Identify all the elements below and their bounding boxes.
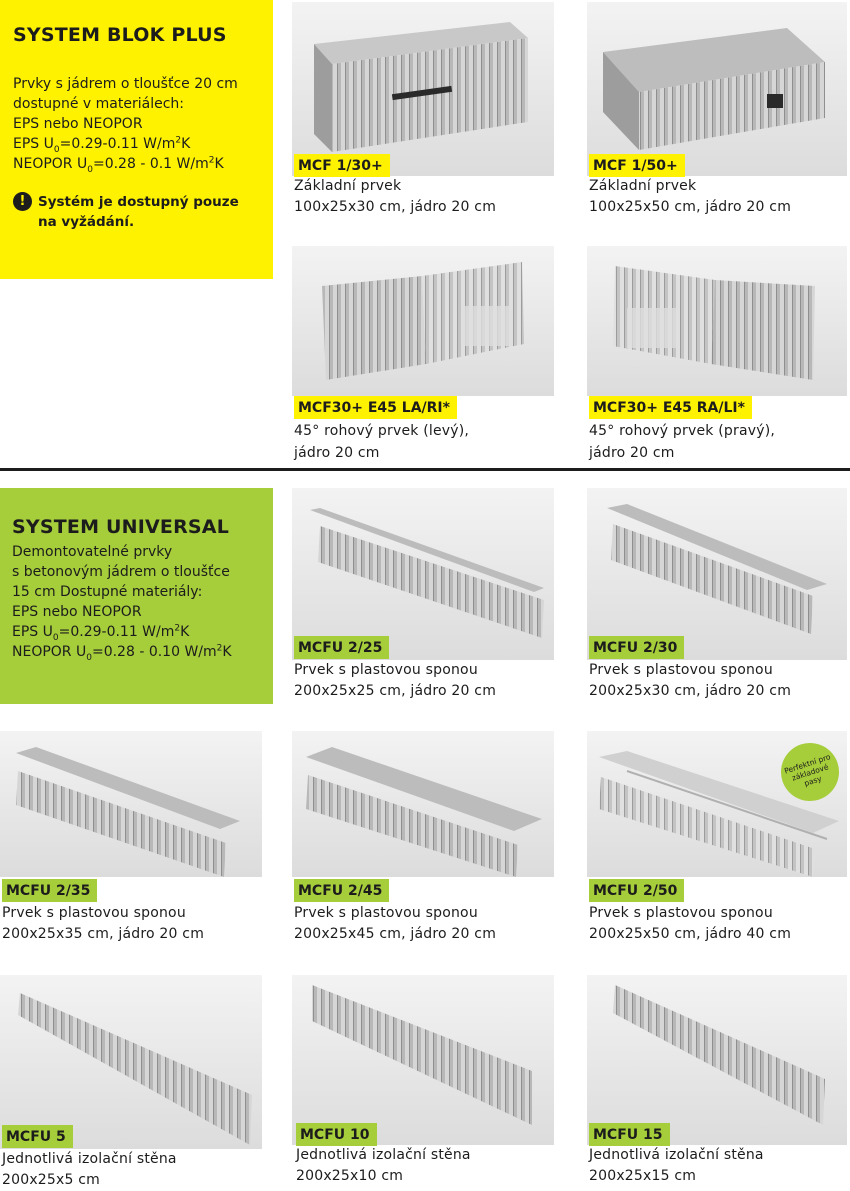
product-description-line-2: 200x25x35 cm, jádro 20 cm (2, 926, 205, 942)
universal-line-2: s betonovým jádrem o tloušťce (12, 564, 230, 580)
product-description-line-2: 200x25x25 cm, jádro 20 cm (294, 683, 497, 699)
product-photo (587, 246, 847, 396)
blok-plus-title: SYSTEM BLOK PLUS (13, 24, 227, 46)
product-description-line-2: 200x25x15 cm (589, 1168, 697, 1184)
blok-plus-description (13, 74, 261, 174)
product-code: MCF 1/50+ (589, 154, 685, 177)
promo-badge: Perfektní pro základové pasy (773, 735, 846, 808)
product-description-line-1: Základní prvek (589, 178, 697, 194)
universal-u-eps: EPS $U_0=0.29-0.11$ $W/m^2K$ (12, 623, 190, 643)
product-photo (0, 975, 262, 1149)
product-photo (292, 975, 554, 1145)
universal-line-4: EPS nebo NEOPOR (12, 604, 142, 620)
product-photo (292, 488, 554, 660)
availability-note (13, 192, 261, 232)
blok-plus-line-1: Prvky s jádrem o tloušťce 20 cm (13, 76, 238, 92)
product-description-line-1: Jednotlivá izolační stěna (589, 1147, 764, 1163)
product-description-line-1: Prvek s plastovou sponou (589, 662, 773, 678)
product-description-line-2: 100x25x50 cm, jádro 20 cm (589, 199, 792, 215)
universal-title: SYSTEM UNIVERSAL (12, 516, 229, 538)
product-description-line-2: jádro 20 cm (589, 445, 675, 461)
product-description-line-2: 200x25x30 cm, jádro 20 cm (589, 683, 792, 699)
product-code: MCF 1/30+ (294, 154, 390, 177)
product-photo (587, 975, 847, 1145)
product-description-line-1: 45° rohový prvek (pravý), (589, 423, 776, 439)
product-code: MCF30+ E45 LA/RI* (294, 396, 457, 419)
product-code: MCFU 2/30 (589, 636, 684, 659)
product-photo (587, 488, 847, 660)
universal-line-3: 15 cm Dostupné materiály: (12, 584, 203, 600)
product-description-line-1: Prvek s plastovou sponou (294, 662, 478, 678)
product-photo (292, 2, 554, 176)
product-photo (0, 731, 262, 877)
product-description-line-1: Prvek s plastovou sponou (2, 905, 186, 921)
product-photo (587, 2, 847, 176)
product-code: MCFU 2/25 (294, 636, 389, 659)
product-description-line-1: Jednotlivá izolační stěna (2, 1151, 177, 1167)
product-description-line-2: jádro 20 cm (294, 445, 380, 461)
product-description-line-1: Prvek s plastovou sponou (294, 905, 478, 921)
product-description-line-2: 200x25x50 cm, jádro 40 cm (589, 926, 792, 942)
availability-note-text: Systém je dostupný pouze na vyžádání. (38, 194, 239, 230)
blok-plus-line-3: EPS nebo NEOPOR (13, 116, 143, 132)
product-code: MCF30+ E45 RA/LI* (589, 396, 752, 419)
product-description-line-2: 200x25x10 cm (296, 1168, 404, 1184)
product-code: MCFU 15 (589, 1123, 670, 1146)
product-code: MCFU 2/50 (589, 879, 684, 902)
product-description-line-1: Základní prvek (294, 178, 402, 194)
product-photo (292, 731, 554, 877)
product-code: MCFU 10 (296, 1123, 377, 1146)
product-photo (292, 246, 554, 396)
blok-plus-panel (0, 0, 273, 279)
product-description-line-1: Prvek s plastovou sponou (589, 905, 773, 921)
product-description-line-1: Jednotlivá izolační stěna (296, 1147, 471, 1163)
blok-plus-line-2: dostupné v materiálech: (13, 96, 185, 112)
universal-description (12, 542, 261, 662)
blok-plus-u-neopor: NEOPOR $U_0=0.28 - 0.1$ $W/m^2K$ (13, 155, 224, 175)
blok-plus-u-eps: EPS $U_0=0.29-0.11$ $W/m^2K$ (13, 135, 191, 155)
product-code: MCFU 2/45 (294, 879, 389, 902)
product-code: MCFU 2/35 (2, 879, 97, 902)
section-divider (0, 468, 850, 471)
product-description-line-2: 200x25x5 cm (2, 1172, 100, 1188)
universal-u-neopor: NEOPOR $U_0=0.28 - 0.10$ $W/m^2K$ (12, 643, 232, 663)
exclamation-icon: ! (13, 192, 32, 211)
universal-line-1: Demontovatelné prvky (12, 544, 173, 560)
product-description-line-2: 100x25x30 cm, jádro 20 cm (294, 199, 497, 215)
product-code: MCFU 5 (2, 1125, 73, 1148)
product-description-line-1: 45° rohový prvek (levý), (294, 423, 470, 439)
product-description-line-2: 200x25x45 cm, jádro 20 cm (294, 926, 497, 942)
universal-panel (0, 488, 273, 704)
